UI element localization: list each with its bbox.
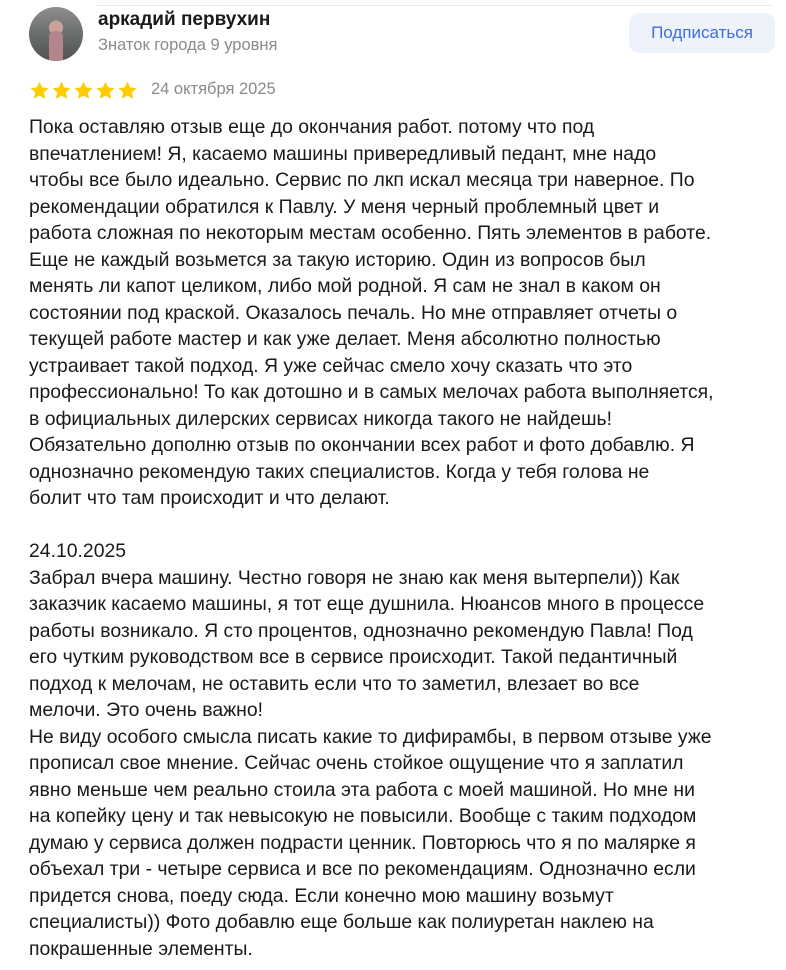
subscribe-button[interactable]: Подписаться: [629, 13, 775, 53]
review-date: 24 октября 2025: [151, 80, 276, 98]
review-text: Пока оставляю отзыв еще до окончания работ. потому что под впечатлением! Я, касаемо машины привередливый педант, мне надо чтобы все было идеально. Сервис по лкп искал месяца три наверное. По рекомендации обратился к Павлу. У меня черный проблемный цвет и работа сложная по некоторым местам особенно. Пять элементов в работе. Еще не каждый возьмется за такую историю. Один из вопросов был менять ли капот целиком, либо мой родной. Я сам не знал в каком он состоянии под краской. Оказалось печаль. Но мне отправляет отчеты о текущей работе мастер и как уже делает. Меня абсолютно полностью устраивает такой подход. Я уже сейчас смело хочу сказать что это профессионально! То как дотошно и в самых мелочах работа выполняется, в официальных дилерских сервисах никогда такого не найдешь! Обязательно дополню отзыв по окончании всех работ и фото добавлю. Я однозначно рекомендую таких специалистов. Когда у тебя голова не болит что там происходит и что делают. 24.10.2025 Забрал вчера машину. Честно говоря не знаю как меня вытерпели)) Как заказчик касаемо машины, я тот еще душнила. Нюансов много в процессе работы возникало. Я сто процентов, однозначно рекомендую Павла! Под его чутким руководством все в сервисе происходит. Такой педантичный подход к мелочам, не оставить если что то заметил, влезает во все мелочи. Это очень важно! Не виду особого смысла писать какие то дифирамбы, в первом отзыве уже прописал свое мнение. Сейчас очень стойкое ощущение что я заплатил явно меньше чем реально стоила эта работа с моей машиной. Но мне ни на копейку цену и так невысокую не повысили. Вообще с таким подходом думаю у сервиса должен подрасти ценник. Повторюсь что я по малярке я объехал три - четыре сервиса и все по рекомендациям. Однозначно если придется снова, поеду сюда. Если конечно мою машину возьмут специалисты)) Фото добавлю еще больше как полиуретан наклею на покрашенные элементы.: [29, 116, 714, 960]
star-icon: [95, 80, 116, 101]
author-level: Знаток города 9 уровня: [98, 36, 278, 54]
star-icon: [51, 80, 72, 101]
top-divider: [96, 5, 774, 6]
avatar[interactable]: [29, 7, 83, 61]
star-icon: [29, 80, 50, 101]
star-rating: [29, 80, 138, 101]
avatar-photo-figure: [49, 31, 63, 61]
star-icon: [117, 80, 138, 101]
star-icon: [73, 80, 94, 101]
author-name[interactable]: аркадий первухин: [98, 9, 271, 30]
